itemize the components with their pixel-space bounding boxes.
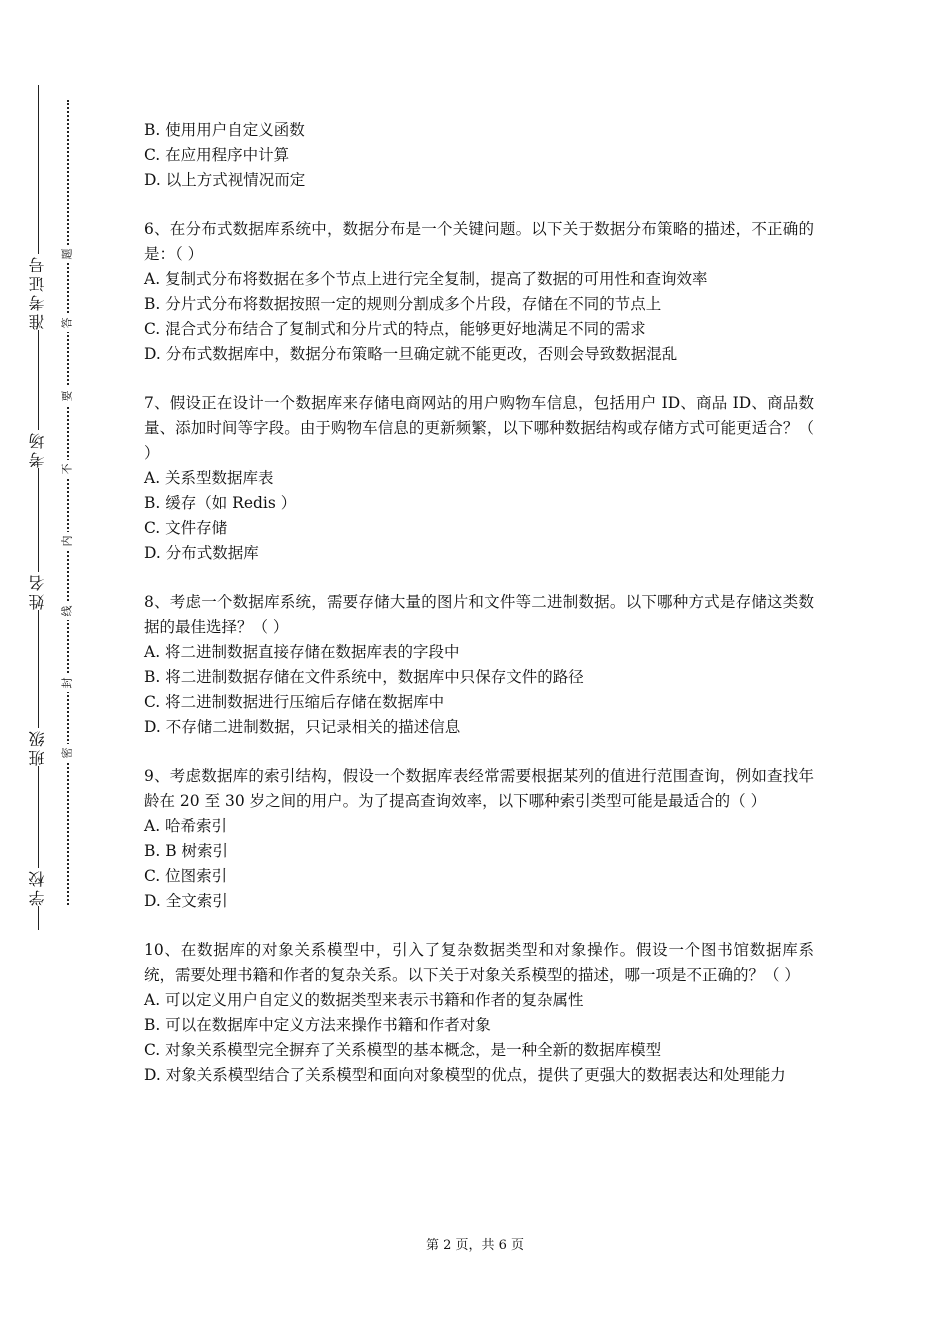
option-b: B. 缓存（如 Redis ） (144, 494, 297, 512)
option-a: A. 可以定义用户自定义的数据类型来表示书籍和作者的复杂属性 (144, 991, 584, 1009)
notice-char: 密 (58, 744, 76, 762)
question-stem: 6、在分布式数据库系统中，数据分布是一个关键问题。以下关于数据分布策略的描述，不正确的是：（ ） (144, 220, 814, 263)
question-10 (144, 938, 814, 1088)
notice-char: 答 (58, 314, 76, 332)
option-a: A. 将二进制数据直接存储在数据库表的字段中 (144, 643, 460, 661)
page-footer: 第 2 页，共 6 页 (425, 1238, 525, 1253)
continued-options (144, 118, 814, 193)
notice-char: 内 (58, 532, 76, 550)
binding-solid-line (38, 85, 39, 930)
option-a: A. 复制式分布将数据在多个节点上进行完全复制，提高了数据的可用性和查询效率 (144, 270, 708, 288)
question-stem: 10、在数据库的对象关系模型中，引入了复杂数据类型和对象操作。假设一个图书馆数据库系统，需要处理书籍和作者的复杂关系。以下关于对象关系模型的描述，哪一项是不正确的？（ ） (144, 941, 814, 984)
option-c: C. 混合式分布结合了复制式和分片式的特点，能够更好地满足不同的需求 (144, 320, 646, 338)
option-c: C. 在应用程序中计算 (144, 146, 290, 164)
option-a: A. 哈希索引 (144, 817, 228, 835)
binding-dotted-line (67, 100, 69, 905)
option-d: D. 以上方式视情况而定 (144, 171, 306, 189)
question-stem: 7、假设正在设计一个数据库来存储电商网站的用户购物车信息，包括用户 ID、商品 ID、商品数量、添加时间等字段。由于购物车信息的更新频繁，以下哪种数据结构或存储方式可能更适合？（ ） (144, 394, 814, 462)
notice-char: 不 (58, 460, 76, 478)
question-9 (144, 764, 814, 914)
option-b: B. 可以在数据库中定义方法来操作书籍和作者对象 (144, 1016, 491, 1034)
option-d: D. 分布式数据库中，数据分布策略一旦确定就不能更改，否则会导致数据混乱 (144, 345, 678, 363)
question-content (144, 118, 814, 1088)
notice-char: 封 (58, 674, 76, 692)
field-school: 学校 (20, 868, 56, 906)
question-6 (144, 217, 814, 367)
field-name: 姓名 (20, 572, 56, 610)
option-a: A. 关系型数据库表 (144, 469, 274, 487)
option-b: B. B 树索引 (144, 842, 229, 860)
field-admission-number: 准考证号 (20, 254, 56, 330)
option-c: C. 对象关系模型完全摒弃了关系模型的基本概念，是一种全新的数据库模型 (144, 1041, 662, 1059)
field-class: 班级 (20, 728, 56, 766)
option-d: D. 分布式数据库 (144, 544, 259, 562)
notice-char: 题 (58, 245, 76, 263)
option-b: B. 将二进制数据存储在文件系统中，数据库中只保存文件的路径 (144, 668, 584, 686)
notice-char: 要 (58, 387, 76, 405)
question-7 (144, 391, 814, 566)
option-d: D. 不存储二进制数据，只记录相关的描述信息 (144, 718, 461, 736)
option-d: D. 对象关系模型结合了关系模型和面向对象模型的优点，提供了更强大的数据表达和处理能力 (144, 1066, 786, 1084)
question-stem: 8、考虑一个数据库系统，需要存储大量的图片和文件等二进制数据。以下哪种方式是存储这类数据的最佳选择？（ ） (144, 593, 814, 636)
option-c: C. 将二进制数据进行压缩后存储在数据库中 (144, 693, 445, 711)
option-c: C. 位图索引 (144, 867, 228, 885)
field-exam-room: 考场 (20, 430, 56, 468)
option-c: C. 文件存储 (144, 519, 228, 537)
notice-char: 线 (58, 602, 76, 620)
option-d: D. 全文索引 (144, 892, 228, 910)
question-8 (144, 590, 814, 740)
option-b: B. 使用用户自定义函数 (144, 121, 305, 139)
option-b: B. 分片式分布将数据按照一定的规则分割成多个片段，存储在不同的节点上 (144, 295, 662, 313)
question-stem: 9、考虑数据库的索引结构，假设一个数据库表经常需要根据某列的值进行范围查询，例如查找年龄在 20 至 30 岁之间的用户。为了提高查询效率，以下哪种索引类型可能是最适合的（ ） (144, 767, 814, 810)
